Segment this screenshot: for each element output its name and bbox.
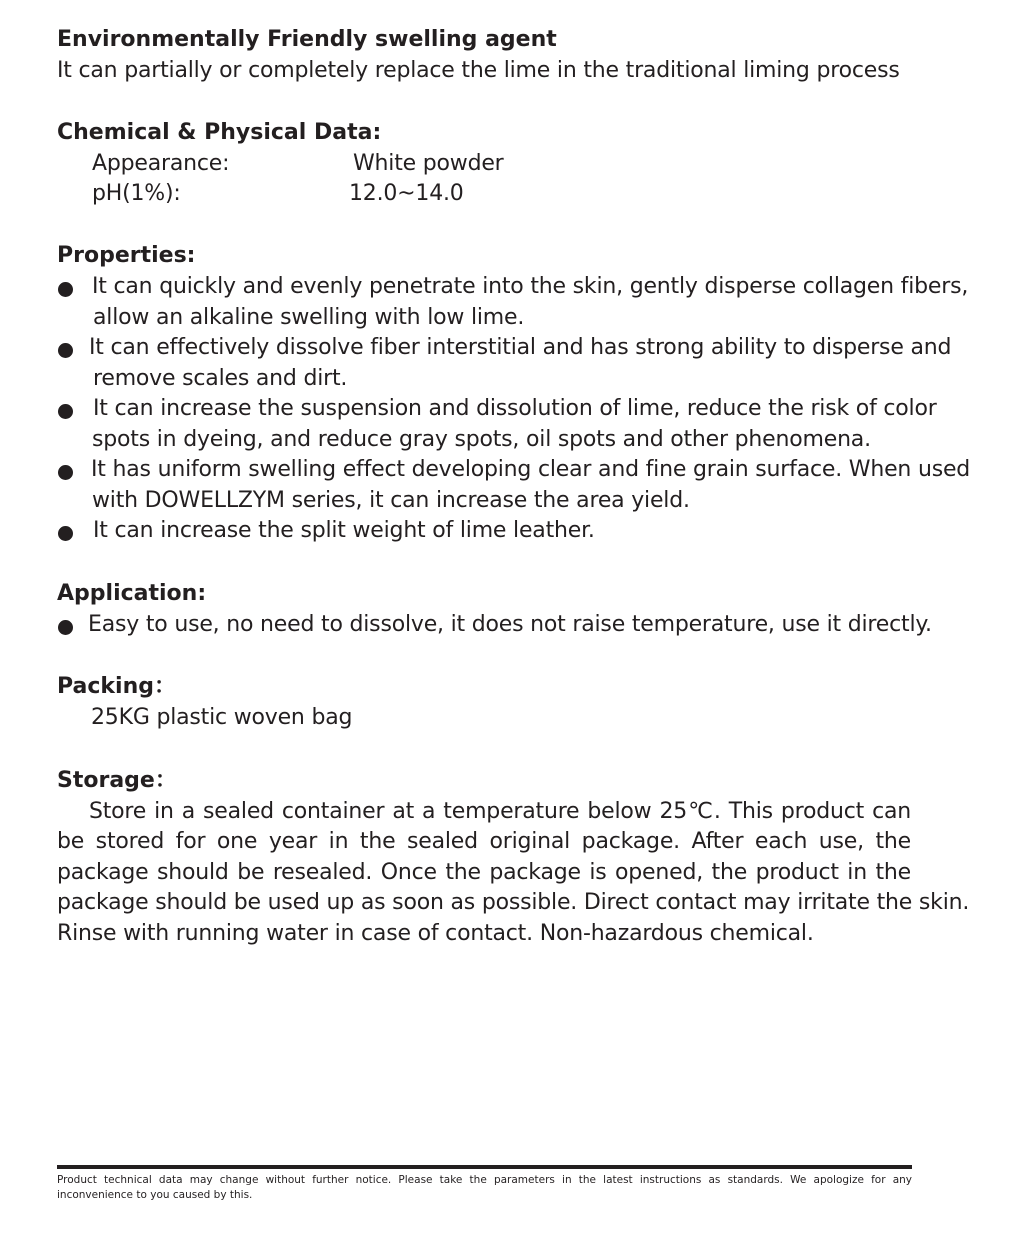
property-item-1-line1: It can quickly and evenly penetrate into the skin, gently disperse collagen fibers, [92,274,969,299]
property-item-3-line2: spots in dyeing, and reduce gray spots, oil spots and other phenomena. [92,427,871,452]
storage-heading: Storage： [57,768,177,793]
storage-line-1: Store in a sealed container at a temperature below 25℃. This product can [57,799,911,824]
bullet-icon [58,620,73,635]
bullet-icon [58,404,73,419]
bullet-icon [58,465,73,480]
bullet-icon [58,526,73,541]
appearance-label: Appearance: [92,151,230,176]
product-description: It can partially or completely replace the lime in the traditional liming process [57,58,900,83]
footer-disclaimer-line-2: inconvenience to you caused by this. [57,1189,253,1201]
application-item-1: Easy to use, no need to dissolve, it does not raise temperature, use it directly. [88,612,932,637]
property-item-3-line1: It can increase the suspension and dissolution of lime, reduce the risk of color [93,396,937,421]
footer-divider [57,1165,912,1169]
bullet-icon [58,343,73,358]
property-item-4-line1: It has uniform swelling effect developing clear and fine grain surface. When used [91,457,971,482]
property-item-2-line1: It can effectively dissolve fiber interstitial and has strong ability to disperse and [89,335,952,360]
storage-line-5: Rinse with running water in case of contact. Non-hazardous chemical. [57,921,814,946]
property-item-4-line2: with DOWELLZYM series, it can increase the area yield. [92,488,690,513]
storage-line-4: package should be used up as soon as possible. Direct contact may irritate the skin. [57,890,970,915]
ph-value: 12.0~14.0 [349,181,464,206]
chemical-data-heading: Chemical & Physical Data: [57,120,382,145]
footer-disclaimer-line-1: Product technical data may change without further notice. Please take the parameters in the latest instructions as standards. We apologize for any [57,1174,912,1186]
application-heading: Application: [57,581,207,606]
appearance-value: White powder [353,151,504,176]
bullet-icon [58,282,73,297]
property-item-2-line2: remove scales and dirt. [93,366,348,391]
property-item-1-line2: allow an alkaline swelling with low lime. [93,305,525,330]
storage-line-3: package should be resealed. Once the package is opened, the product in the [57,860,911,885]
ph-label: pH(1%): [92,181,181,206]
product-title: Environmentally Friendly swelling agent [57,27,557,52]
packing-text: 25KG plastic woven bag [91,705,353,730]
property-item-5-line1: It can increase the split weight of lime leather. [93,518,595,543]
packing-heading: Packing： [57,674,177,699]
properties-heading: Properties: [57,243,196,268]
storage-line-2: be stored for one year in the sealed original package. After each use, the [57,829,911,854]
